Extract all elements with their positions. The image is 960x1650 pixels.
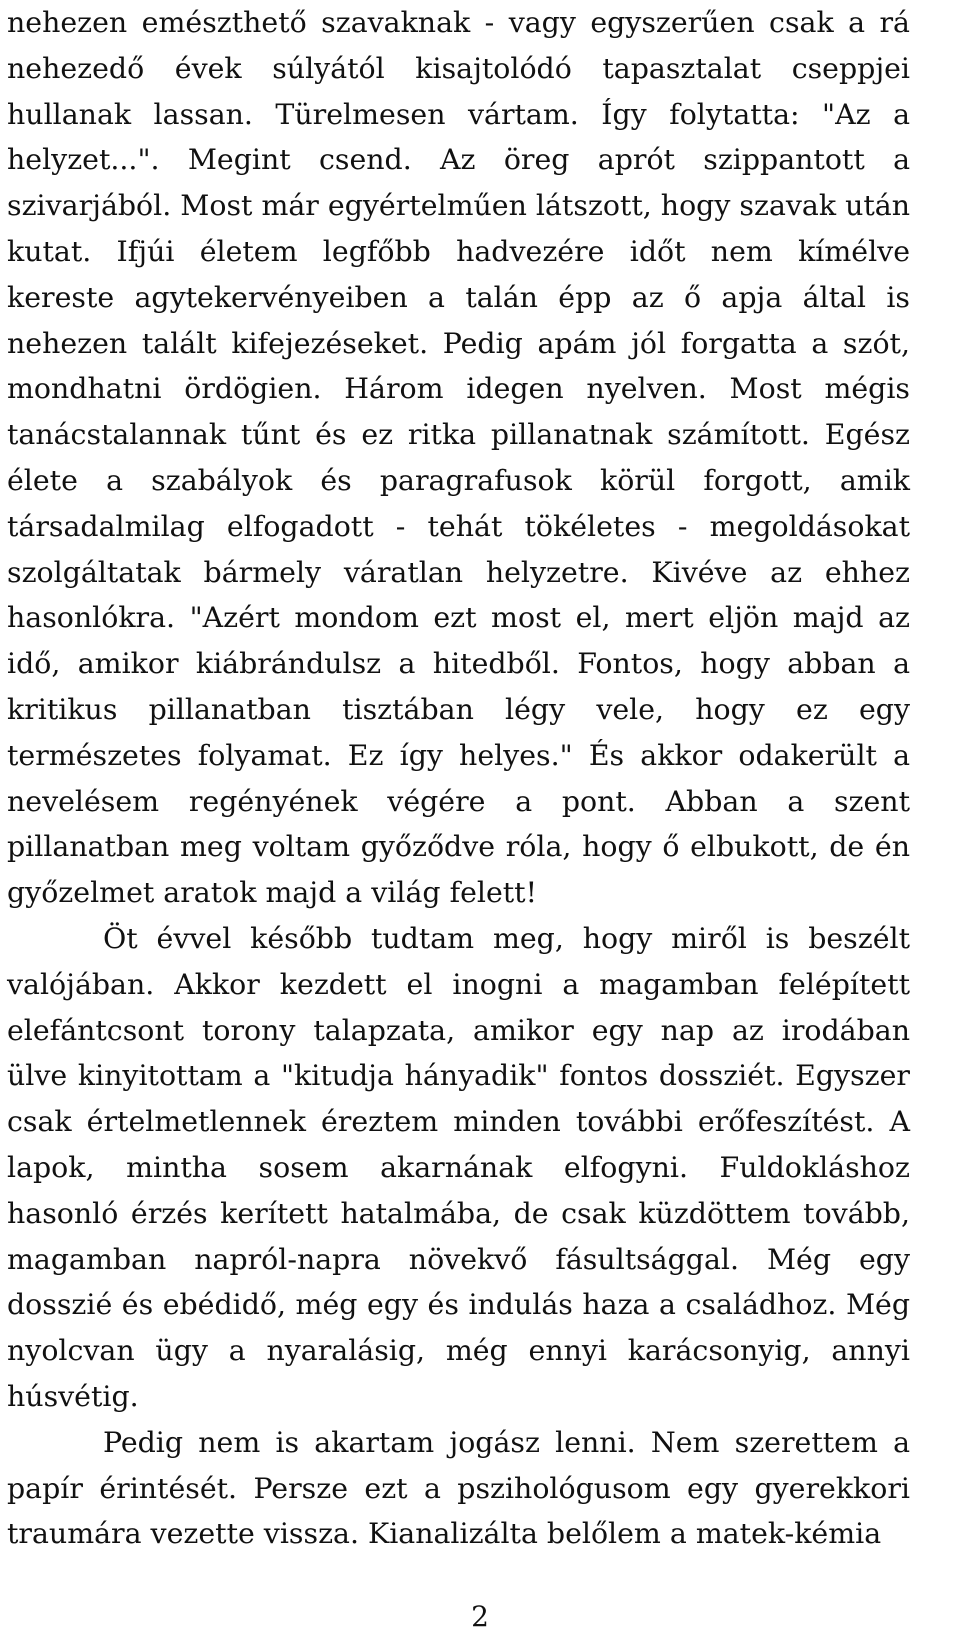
paragraph-3: Pedig nem is akartam jogász lenni. Nem szerettem a papír érintését. Persze ezt a pszihológusom egy gyerekkori traumára vezette vissza. Kianalizálta belőlem a matek-kémia bbox=[7, 1425, 910, 1551]
paragraph-1: nehezen emészthető szavaknak - vagy egyszerűen csak a rá nehezedő évek súlyától kisajtolódó tapasztalat cseppjei hullanak lassan. Türelmesen vártam. Így folytatta: "Az a helyzet...". Megint csend. Az öreg aprót szippantott a szivarjából. Most már egyértelműen látszott, hogy szavak után kutat. Ifjúi életem legfőbb hadvezére időt nem kímélve kereste agytekervényeiben a talán épp az ő apja által is nehezen talált kifejezéseket. Pedig apám jól forgatta a szót, mondhatni ördögien. Három idegen nyelven. Most mégis tanácstalannak tűnt és ez ritka pillanatnak számított. Egész élete a szabályok és paragrafusok körül forgott, amik társadalmilag elfogadott - tehát tökéletes - megoldásokat szolgáltatak bármely váratlan helyzetre. Kivéve az ehhez hasonlókra. "Azért mondom ezt most el, mert eljön majd az idő, amikor kiábrándulsz a hitedből. Fontos, hogy abban a kritikus pillanatban tisztában légy vele, hogy ez egy természetes folyamat. Ez így helyes." És akkor odakerült a nevelésem regényének végére a pont. Abban a szent pillanatban meg voltam győződve róla, hogy ő elbukott, de én győzelmet aratok majd a világ felett! bbox=[7, 6, 910, 910]
page-number: 2 bbox=[471, 1600, 489, 1633]
paragraph-2: Öt évvel később tudtam meg, hogy miről is beszélt valójában. Akkor kezdett el inogni a magamban felépített elefántcsont torony talapzata, amikor egy nap az irodában ülve kinyitottam a "kitudja hányadik" fontos dossziét. Egyszer csak értelmetlennek éreztem minden további erőfeszítést. A lapok, mintha sosem akarnának elfogyni. Fuldokláshoz hasonló érzés kerített hatalmába, de csak küzdöttem tovább, magamban napról-napra növekvő fásultsággal. Még egy dosszié és ebédidő, még egy és indulás haza a családhoz. Még nyolcvan ügy a nyaralásig, még ennyi karácsonyig, annyi húsvétig. bbox=[7, 921, 910, 1413]
document-page bbox=[7, 0, 910, 1557]
